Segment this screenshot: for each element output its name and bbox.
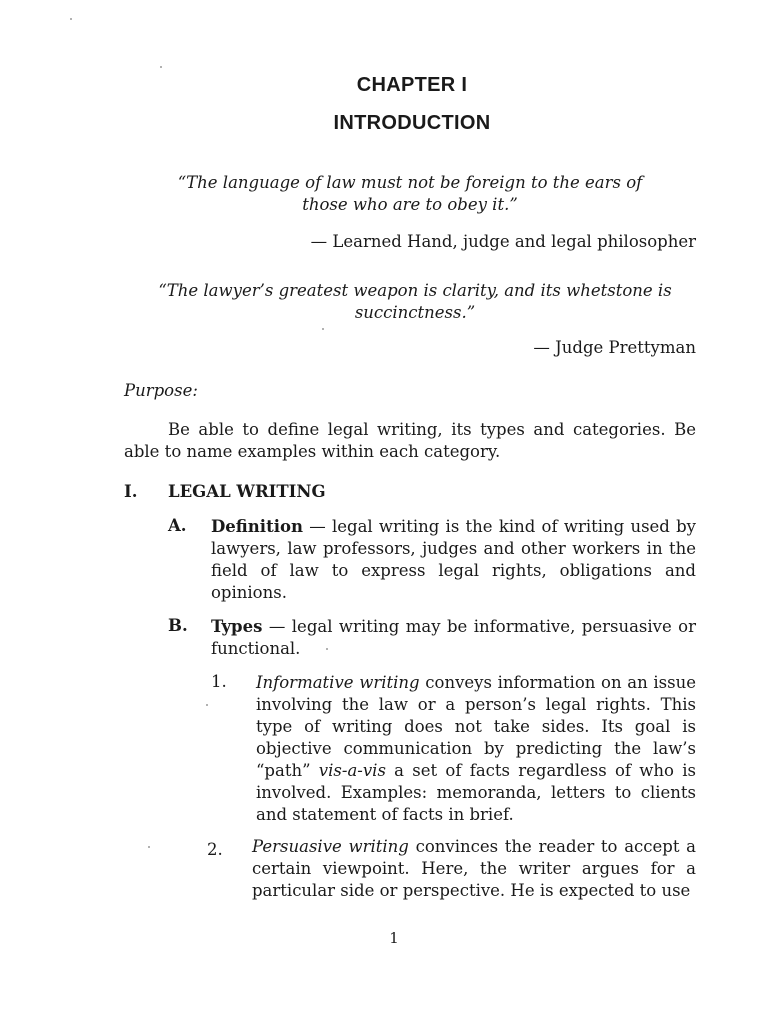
subitem-marker: 2.: [207, 840, 223, 859]
types-paragraph: [211, 616, 696, 660]
purpose-label: Purpose:: [124, 381, 198, 400]
subitem-text: a set of facts regardless of who is involved. Examples: memoranda, letters to clients and statement of facts in brief.: [256, 761, 696, 824]
subitem-emphasis: vis-a-vis: [318, 761, 386, 780]
item-text: — legal writing is the kind of writing used by lawyers, law professors, judges and other workers in the field of law to express legal rights, obligations and opinions.: [211, 517, 696, 602]
subitem-term: Informative writing: [256, 673, 420, 692]
definition-paragraph: [211, 516, 696, 604]
epigraph-attribution: — Learned Hand, judge and legal philosopher: [310, 232, 696, 251]
scan-speck: [160, 66, 162, 68]
item-term: Types: [211, 617, 263, 636]
item-marker: B.: [168, 616, 188, 635]
scan-speck: [206, 704, 208, 706]
purpose-text: Be able to define legal writing, its types and categories. Be able to name examples within each category.: [124, 420, 696, 461]
item-term: Definition: [211, 517, 303, 536]
scan-speck: [70, 18, 72, 20]
scan-speck: [148, 846, 150, 848]
epigraph-quote: “The language of law must not be foreign to the ears of those who are to obey it.”: [177, 173, 643, 214]
page-number: 1: [389, 929, 399, 947]
chapter-label: CHAPTER I: [356, 74, 468, 96]
item-text: — legal writing may be informative, persuasive or functional.: [211, 617, 696, 658]
subitem-text: convinces the reader to accept a certain viewpoint. Here, the writer argues for a particular side or perspective. He is expected to use: [252, 837, 697, 900]
scan-speck: [322, 328, 324, 330]
subitem-text: conveys information on an issue involving the law or a person’s legal rights. This type of writing does not take sides. Its goal is objective communication by predicting the law’s “path”: [256, 673, 697, 780]
epigraph-quote: “The lawyer’s greatest weapon is clarity, and its whetstone is succinctness.”: [158, 281, 672, 322]
section-number: I.: [124, 482, 138, 501]
item-marker: A.: [168, 516, 187, 535]
informative-writing-paragraph: [256, 672, 696, 826]
subitem-term: Persuasive writing: [252, 837, 409, 856]
subitem-marker: 1.: [211, 672, 227, 691]
scan-speck: [326, 648, 328, 650]
section-title: LEGAL WRITING: [168, 482, 326, 501]
epigraph-attribution: — Judge Prettyman: [533, 338, 696, 357]
persuasive-writing-paragraph: [252, 836, 696, 902]
chapter-title: INTRODUCTION: [333, 112, 491, 134]
